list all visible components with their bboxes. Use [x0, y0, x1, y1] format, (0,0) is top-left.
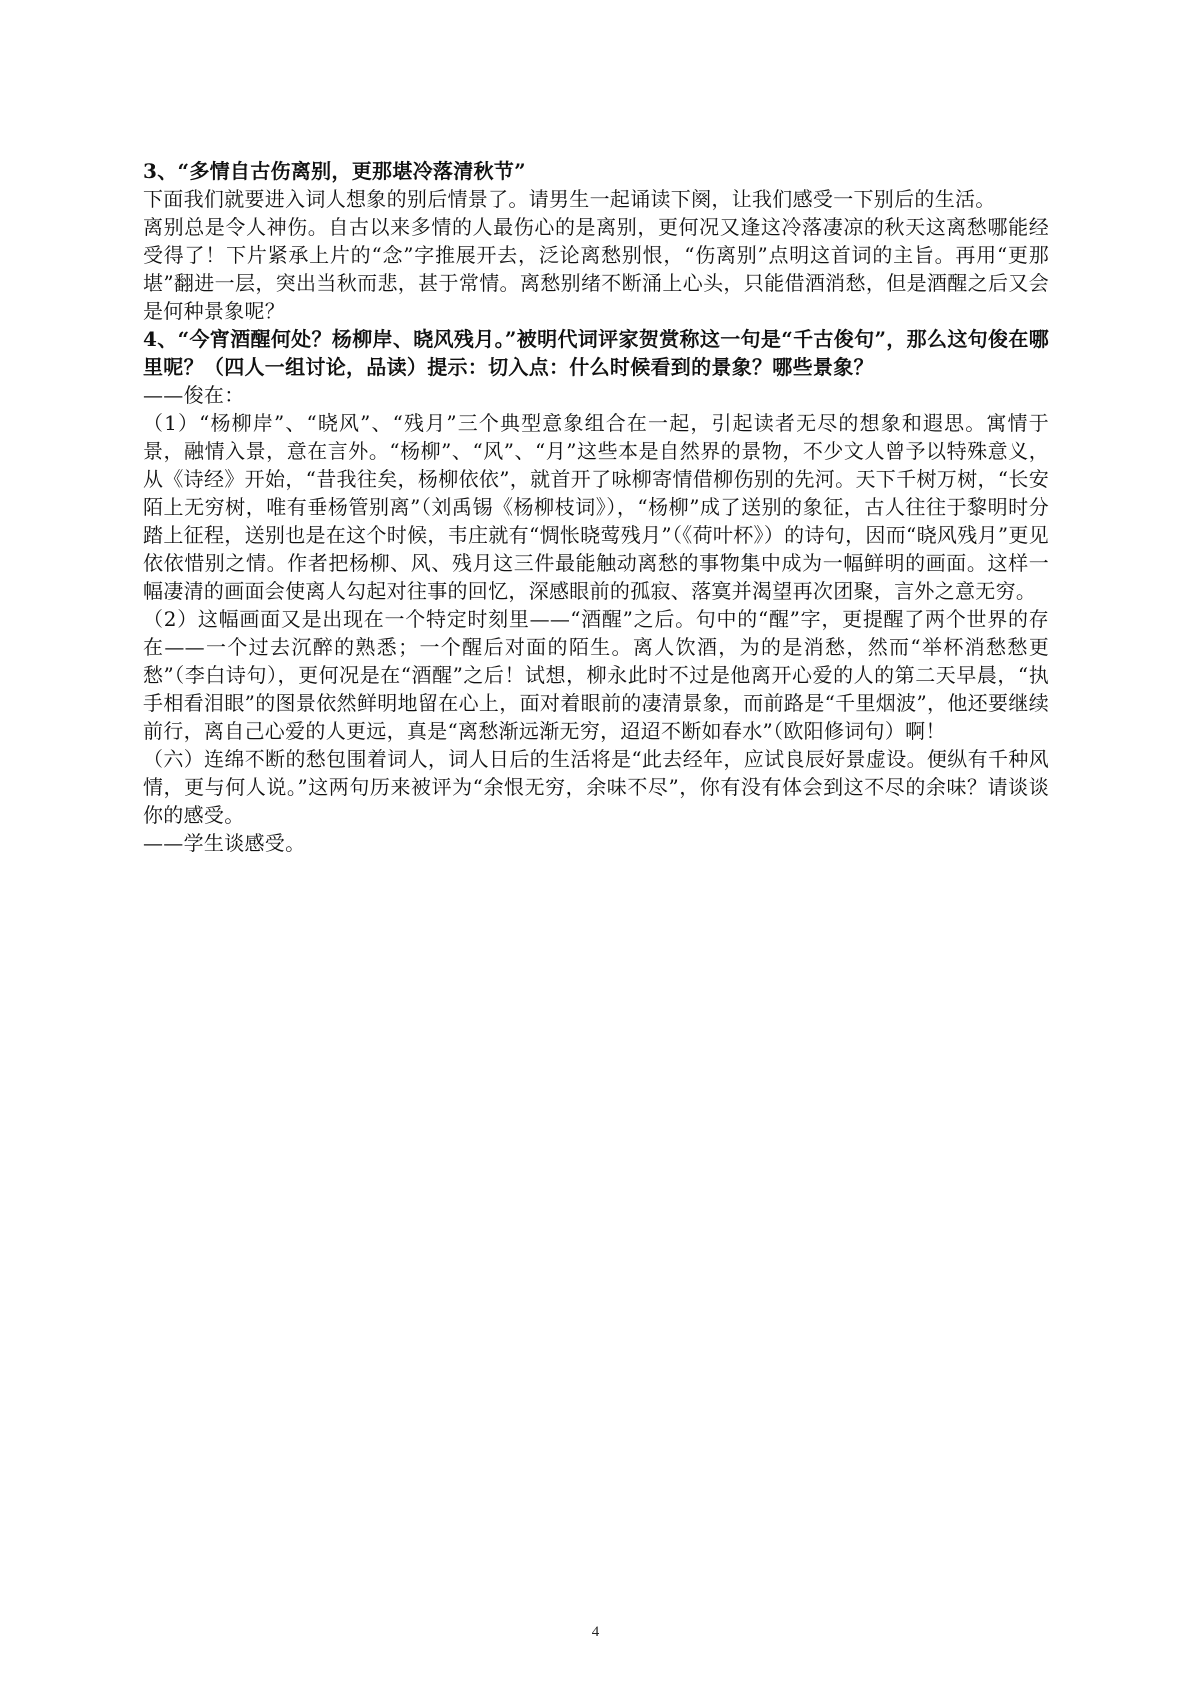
section-heading-4: 4、“今宵酒醒何处？杨柳岸、晓风残月。”被明代词评家贺赏称这一句是“千古俊句”，那么这句俊在哪里呢？（四人一组讨论，品读）提示：切入点：什么时候看到的景象？哪些景象？ [143, 327, 1049, 379]
body-paragraph: （2）这幅画面又是出现在一个特定时刻里——“酒醒”之后。句中的“醒”字，更提醒了两个世界的存在——一个过去沉醉的熟悉；一个醒后对面的陌生。离人饮酒，为的是消愁，然而“举杯消愁愁更愁”（李白诗句），更何况是在“酒醒”之后！试想，柳永此时不过是他离开心爱的人的第二天早晨，“执手相看泪眼”的图景依然鲜明地留在心上，面对着眼前的凄清景象，而前路是“千里烟波”，他还要继续前行，离自己心爱的人更远，真是“离愁渐远渐无穷，迢迢不断如春水”（欧阳修词句）啊！ [143, 607, 1049, 743]
document-body [143, 157, 1049, 857]
section-heading-3: 3、“多情自古伤离别，更那堪冷落清秋节” [143, 159, 526, 183]
body-paragraph: （六）连绵不断的愁包围着词人，词人日后的生活将是“此去经年，应试良辰好景虚设。便纵有千种风情，更与何人说。”这两句历来被评为“余恨无穷，余味不尽”，你有没有体会到这不尽的余味？请谈谈你的感受。 [143, 747, 1049, 827]
student-response-note: ——学生谈感受。 [143, 831, 306, 855]
body-paragraph: （1）“杨柳岸”、“晓风”、“残月”三个典型意象组合在一起，引起读者无尽的想象和遐思。寓情于景，融情入景，意在言外。“杨柳”、“风”、“月”这些本是自然界的景物，不少文人曾予以特殊意义，从《诗经》开始，“昔我往矣，杨柳依依”，就首开了咏柳寄情借柳伤别的先河。天下千树万树，“长安陌上无穷树，唯有垂杨管别离”（刘禹锡《杨柳枝词》），“杨柳”成了送别的象征，古人往往于黎明时分踏上征程，送别也是在这个时候，韦庄就有“惆怅晓莺残月”（《荷叶杯》）的诗句，因而“晓风残月”更见依依惜别之情。作者把杨柳、风、残月这三件最能触动离愁的事物集中成为一幅鲜明的画面。这样一幅凄清的画面会使离人勾起对往事的回忆，深感眼前的孤寂、落寞并渴望再次团聚，言外之意无穷。 [143, 411, 1049, 603]
body-paragraph: 离别总是令人神伤。自古以来多情的人最伤心的是离别，更何况又逢这冷落凄凉的秋天这离愁哪能经受得了！下片紧承上片的“念”字推展开去，泛论离愁别恨，“伤离别”点明这首词的主旨。再用“更那堪”翻进一层，突出当秋而悲，甚于常情。离愁别绪不断涌上心头，只能借酒消愁，但是酒醒之后又会是何种景象呢？ [143, 215, 1049, 323]
answer-intro: ——俊在： [143, 383, 245, 407]
page-number: 4 [591, 1624, 600, 1640]
body-paragraph: 下面我们就要进入词人想象的别后情景了。请男生一起诵读下阕，让我们感受一下别后的生活。 [143, 187, 996, 211]
